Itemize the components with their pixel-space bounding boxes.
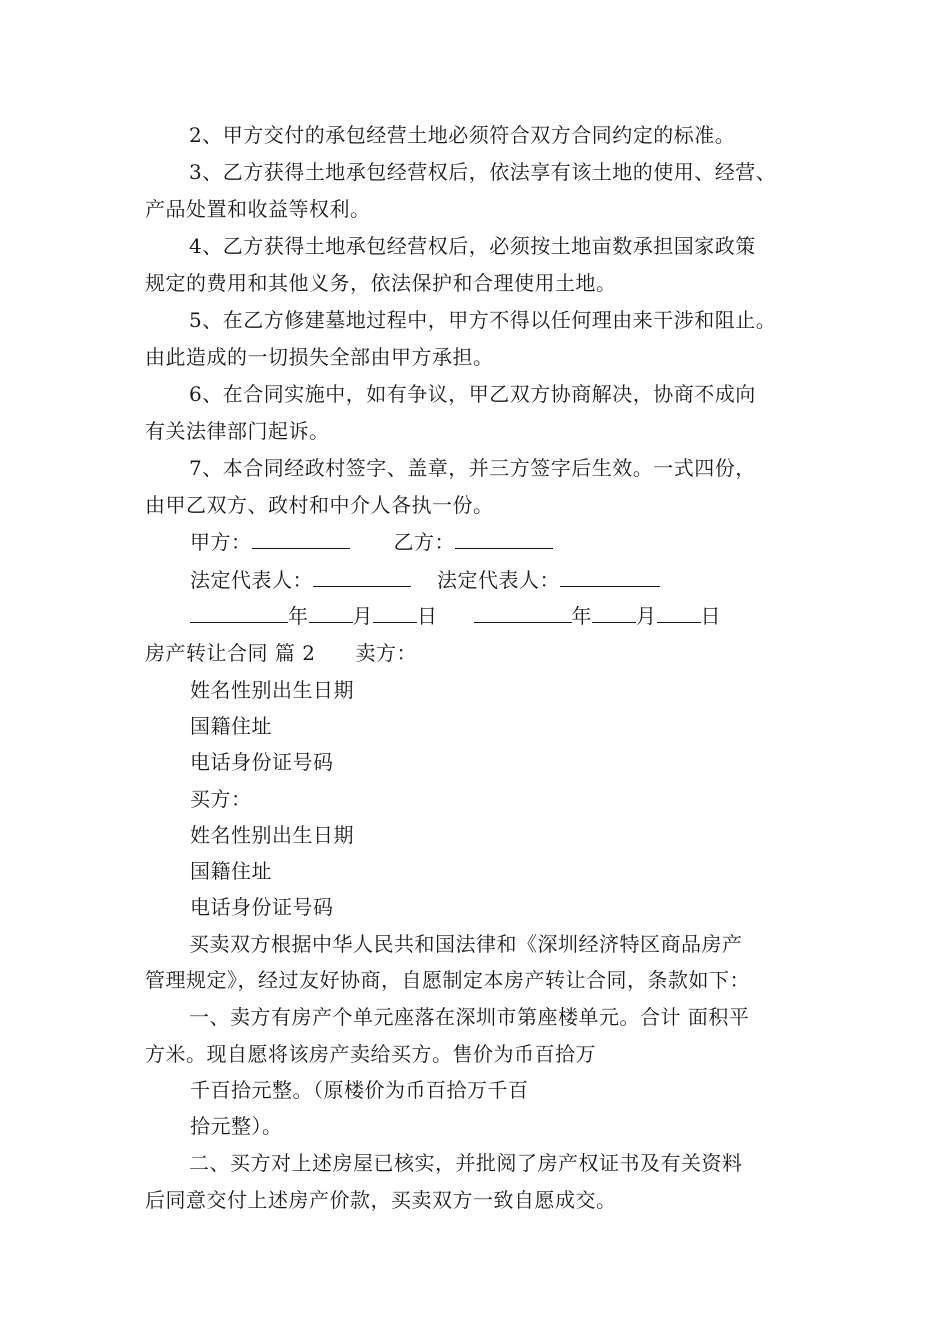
rep-b-label: 法定代表人：	[437, 568, 560, 592]
clause-6-line-2: 有关法律部门起诉。	[145, 419, 330, 443]
day-a-label: 日	[417, 604, 438, 628]
day-a-blank	[373, 602, 417, 623]
rep-a-blank	[313, 566, 411, 587]
day-b-blank	[657, 602, 701, 623]
article-1-line-1: 一、卖方有房产个单元座落在深圳市第座楼单元。合计 面积平	[189, 1005, 750, 1029]
rep-a-label: 法定代表人：	[190, 568, 313, 592]
clause-3-line-1: 3、乙方获得土地承包经营权后，依法享有该土地的使用、经营、	[189, 160, 777, 184]
year-a-label: 年	[288, 604, 309, 628]
seller-label: 卖方：	[355, 641, 417, 665]
intro-line-1: 买卖双方根据中华人民共和国法律和《深圳经济特区商品房产	[189, 932, 743, 956]
intro-line-2: 管理规定》，经过友好协商，自愿制定本房产转让合同，条款如下：	[145, 968, 750, 992]
seller-info-line-3: 电话身份证号码	[190, 750, 334, 774]
clause-5-line-1: 5、在乙方修建墓地过程中，甲方不得以任何理由来干涉和阻止。	[189, 308, 777, 332]
month-b-label: 月	[636, 604, 657, 628]
party-b-blank	[455, 528, 553, 549]
day-b-label: 日	[700, 604, 721, 628]
article-2-line-2: 后同意交付上述房产价款，买卖双方一致自愿成交。	[145, 1188, 617, 1212]
party-a-blank	[252, 528, 350, 549]
clause-2: 2、甲方交付的承包经营土地必须符合双方合同约定的标准。	[189, 123, 736, 147]
year-b-label: 年	[571, 604, 592, 628]
section-2-title: 房产转让合同 篇 2	[145, 641, 316, 665]
buyer-label: 买方：	[190, 787, 252, 811]
article-1-line-2: 方米。现自愿将该房产卖给买方。售价为币百拾万	[145, 1042, 596, 1066]
rep-b-blank	[560, 566, 660, 587]
month-a-label: 月	[352, 604, 373, 628]
clause-6-line-1: 6、在合同实施中，如有争议，甲乙双方协商解决，协商不成向	[189, 382, 756, 406]
party-a-label: 甲方：	[190, 530, 252, 554]
clause-4-line-1: 4、乙方获得土地承包经营权后，必须按土地亩数承担国家政策	[189, 234, 756, 258]
clause-7-line-1: 7、本合同经政村签字、盖章，并三方签字后生效。一式四份，	[189, 456, 756, 480]
seller-info-line-2: 国籍住址	[190, 714, 272, 738]
year-b-blank	[474, 602, 572, 623]
clause-5-line-2: 由此造成的一切损失全部由甲方承担。	[145, 345, 494, 369]
year-a-blank	[190, 602, 288, 623]
month-b-blank	[592, 602, 636, 623]
buyer-info-line-2: 国籍住址	[190, 859, 272, 883]
seller-info-line-1: 姓名性别出生日期	[190, 678, 354, 702]
clause-4-line-2: 规定的费用和其他义务，依法保护和合理使用土地。	[145, 271, 617, 295]
section-2-heading-row	[145, 640, 417, 666]
article-2-line-1: 二、买方对上述房屋已核实，并批阅了房产权证书及有关资料	[189, 1151, 743, 1175]
clause-3-line-2: 产品处置和收益等权利。	[145, 197, 371, 221]
article-1-line-3: 千百拾元整。（原楼价为币百拾万千百	[190, 1078, 529, 1102]
party-b-label: 乙方：	[393, 530, 455, 554]
clause-7-line-2: 由甲乙双方、政村和中介人各执一份。	[145, 493, 494, 517]
buyer-info-line-1: 姓名性别出生日期	[190, 823, 354, 847]
month-a-blank	[309, 602, 353, 623]
party-signature-row	[190, 528, 553, 555]
article-1-line-4: 拾元整）。	[190, 1114, 283, 1138]
buyer-info-line-3: 电话身份证号码	[190, 895, 334, 919]
representative-signature-row	[190, 566, 660, 593]
date-row	[190, 602, 721, 629]
